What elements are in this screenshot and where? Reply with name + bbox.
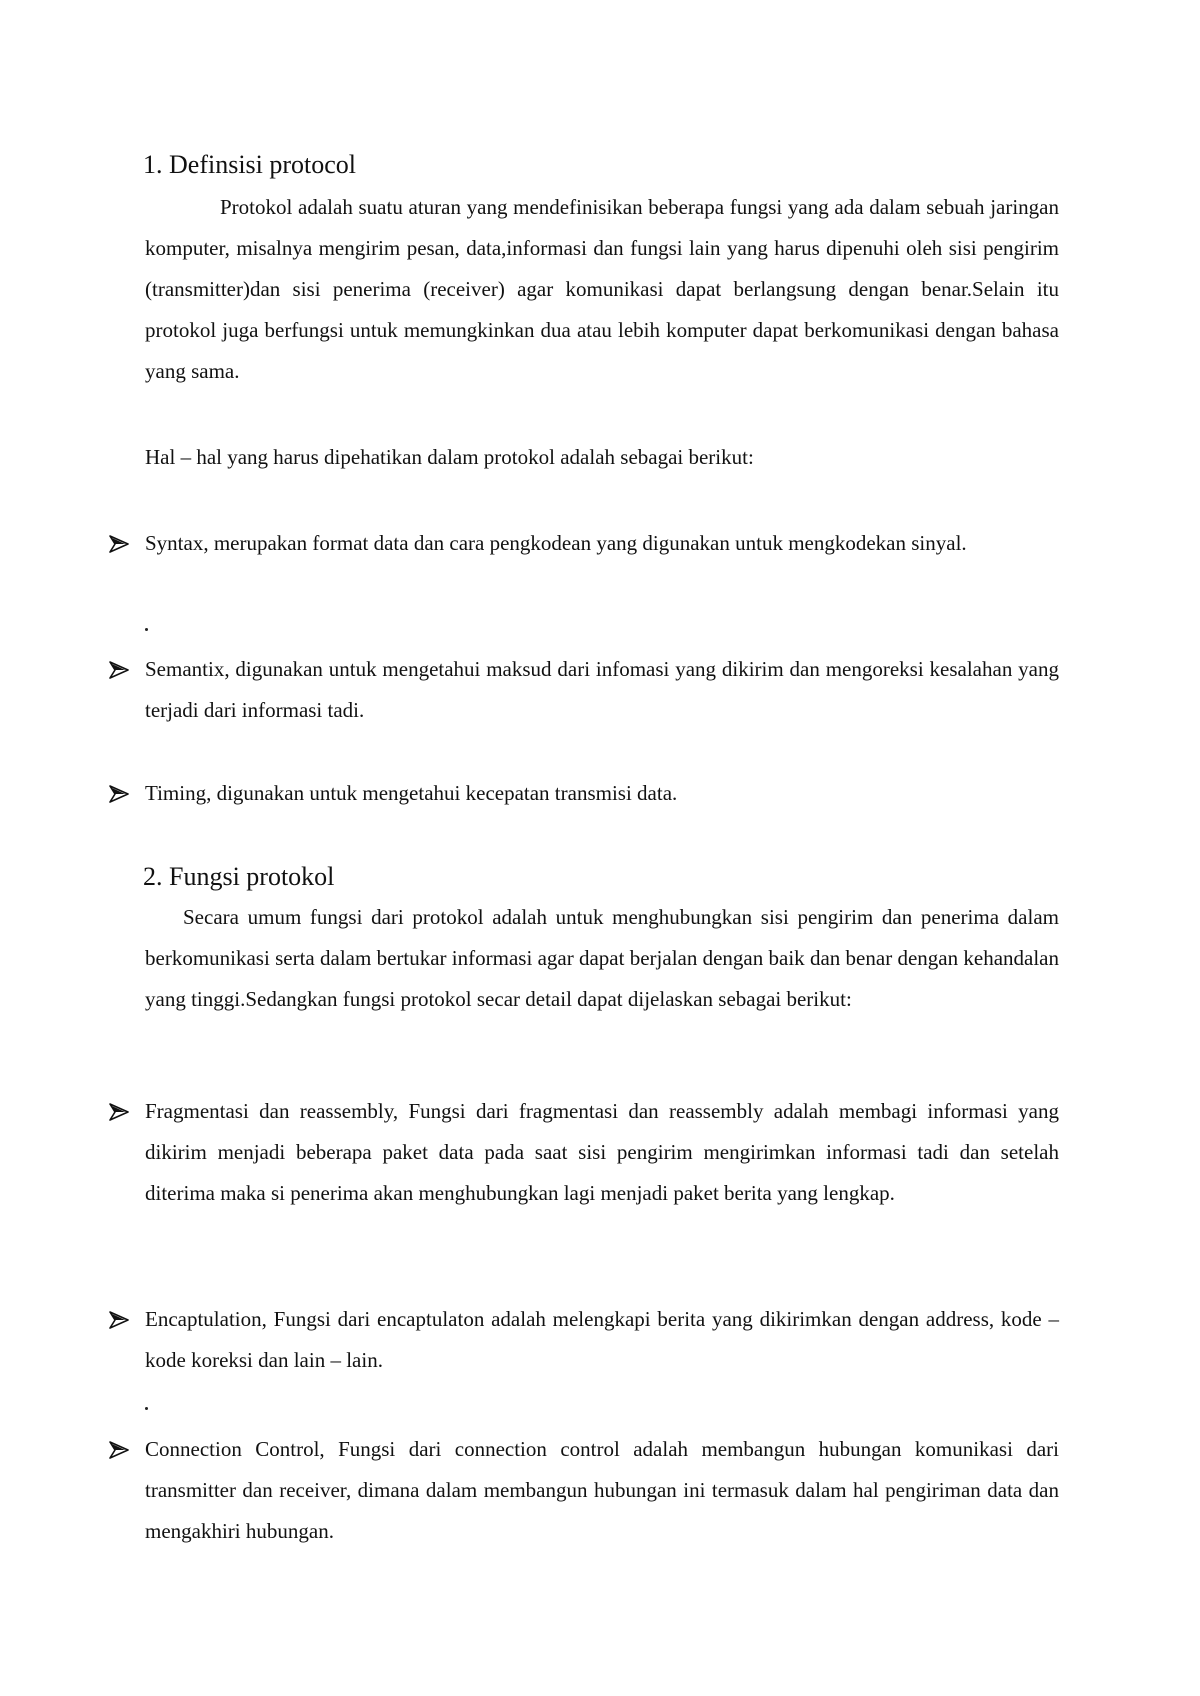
list-item-text: Syntax, merupakan format data dan cara pengkodean yang digunakan untuk mengkodekan sinyal. (145, 531, 967, 555)
list-item-text: Fragmentasi dan reassembly, Fungsi dari fragmentasi dan reassembly adalah membagi informasi yang dikirim menjadi beberapa paket data pada saat sisi pengirim mengirimkan informasi tadi dan setelah diterima maka si penerima akan menghubungkan lagi menjadi paket berita yang lengkap. (145, 1099, 1059, 1205)
list-item-text: Connection Control, Fungsi dari connection control adalah membangun hubungan komunikasi dari transmitter dan receiver, dimana dalam membangun hubungan ini termasuk dalam hal pengiriman data dan mengakhiri hubungan. (145, 1437, 1059, 1543)
arrowhead-bullet-icon (108, 1102, 130, 1122)
list-item-text: Timing, digunakan untuk mengetahui kecepatan transmisi data. (145, 781, 678, 805)
stray-dot (145, 1407, 148, 1410)
arrowhead-bullet-icon (108, 784, 130, 804)
section2-paragraph: Secara umum fungsi dari protokol adalah untuk menghubungkan sisi pengirim dan penerima dalam berkomunikasi serta dalam bertukar informasi agar dapat berjalan dengan baik dan benar dengan kehandalan yang tinggi.Sedangkan fungsi protokol secar detail dapat dijelaskan sebagai berikut: (145, 905, 1059, 1011)
list-item-text: Semantix, digunakan untuk mengetahui maksud dari infomasi yang dikirim dan mengoreksi kesalahan yang terjadi dari informasi tadi. (145, 657, 1059, 722)
arrowhead-bullet-icon (108, 534, 130, 554)
list-item-text: Encaptulation, Fungsi dari encaptulaton adalah melengkapi berita yang dikirimkan dengan address, kode – kode koreksi dan lain – lain. (145, 1307, 1059, 1372)
section1-intro: Hal – hal yang harus dipehatikan dalam protokol adalah sebagai berikut: (145, 445, 754, 469)
stray-dot (145, 628, 148, 631)
arrowhead-bullet-icon (108, 1310, 130, 1330)
section2-heading: 2. Fungsi protokol (143, 862, 335, 891)
arrowhead-bullet-icon (108, 1440, 130, 1460)
section1-paragraph: Protokol adalah suatu aturan yang mendefinisikan beberapa fungsi yang ada dalam sebuah jaringan komputer, misalnya mengirim pesan, data,informasi dan fungsi lain yang harus dipenuhi oleh sisi pengirim (transmitter)dan sisi penerima (receiver) agar komunikasi dapat berlangsung dengan benar.Selain itu protokol juga berfungsi untuk memungkinkan dua atau lebih komputer dapat berkomunikasi dengan bahasa yang sama. (145, 195, 1059, 383)
arrowhead-bullet-icon (108, 660, 130, 680)
section1-heading: 1. Definsisi protocol (143, 150, 357, 179)
